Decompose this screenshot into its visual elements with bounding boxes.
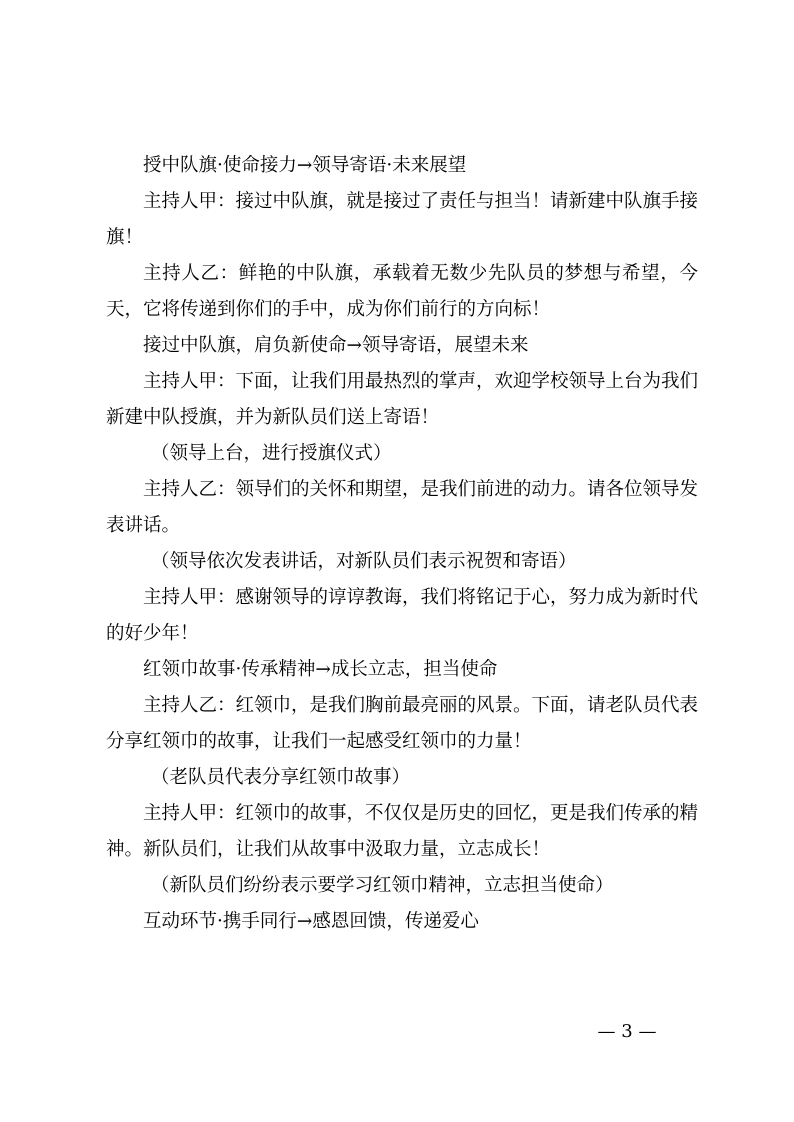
section-heading: 授中队旗·使命接力→领导寄语·未来展望: [143, 155, 467, 176]
section-heading: 互动环节·携手同行→感恩回馈，传递爱心: [143, 911, 479, 932]
section-heading: 接过中队旗，肩负新使命→领导寄语，展望未来: [143, 335, 529, 356]
stage-direction: （老队员代表分享红领巾故事）: [151, 767, 411, 788]
stage-direction: （领导依次发表讲话，对新队员们表示祝贺和寄语）: [151, 551, 577, 572]
stage-direction: （新队员们纷纷表示要学习红领巾精神，立志担当使命）: [151, 875, 614, 896]
host-a-line: 主持人甲：下面，让我们用最热烈的掌声，欢迎学校领导上台为我们新建中队授旗，并为新队员们送上寄语！: [106, 371, 699, 428]
section-heading: 红领巾故事·传承精神→成长立志，担当使命: [143, 659, 498, 680]
host-b-line: 主持人乙：鲜艳的中队旗，承载着无数少先队员的梦想与希望，今天，它将传递到你们的手中，成为你们前行的方向标！: [106, 263, 698, 320]
document-body: [106, 148, 698, 940]
host-b-line: 主持人乙：红领巾，是我们胸前最亮丽的风景。下面，请老队员代表分享红领巾的故事，让我们一起感受红领巾的力量！: [106, 695, 699, 752]
stage-direction: （领导上台，进行授旗仪式）: [151, 443, 392, 464]
host-a-line: 主持人甲：红领巾的故事，不仅仅是历史的回忆，更是我们传承的精神。新队员们，让我们从故事中汲取力量，立志成长！: [106, 803, 699, 860]
host-b-line: 主持人乙：领导们的关怀和期望，是我们前进的动力。请各位领导发表讲话。: [106, 479, 699, 536]
host-a-line: 主持人甲：接过中队旗，就是接过了责任与担当！请新建中队旗手接旗！: [106, 191, 699, 248]
page-number: — 3 —: [597, 1021, 657, 1042]
host-a-line: 主持人甲：感谢领导的谆谆教诲，我们将铭记于心，努力成为新时代的好少年！: [106, 587, 699, 644]
